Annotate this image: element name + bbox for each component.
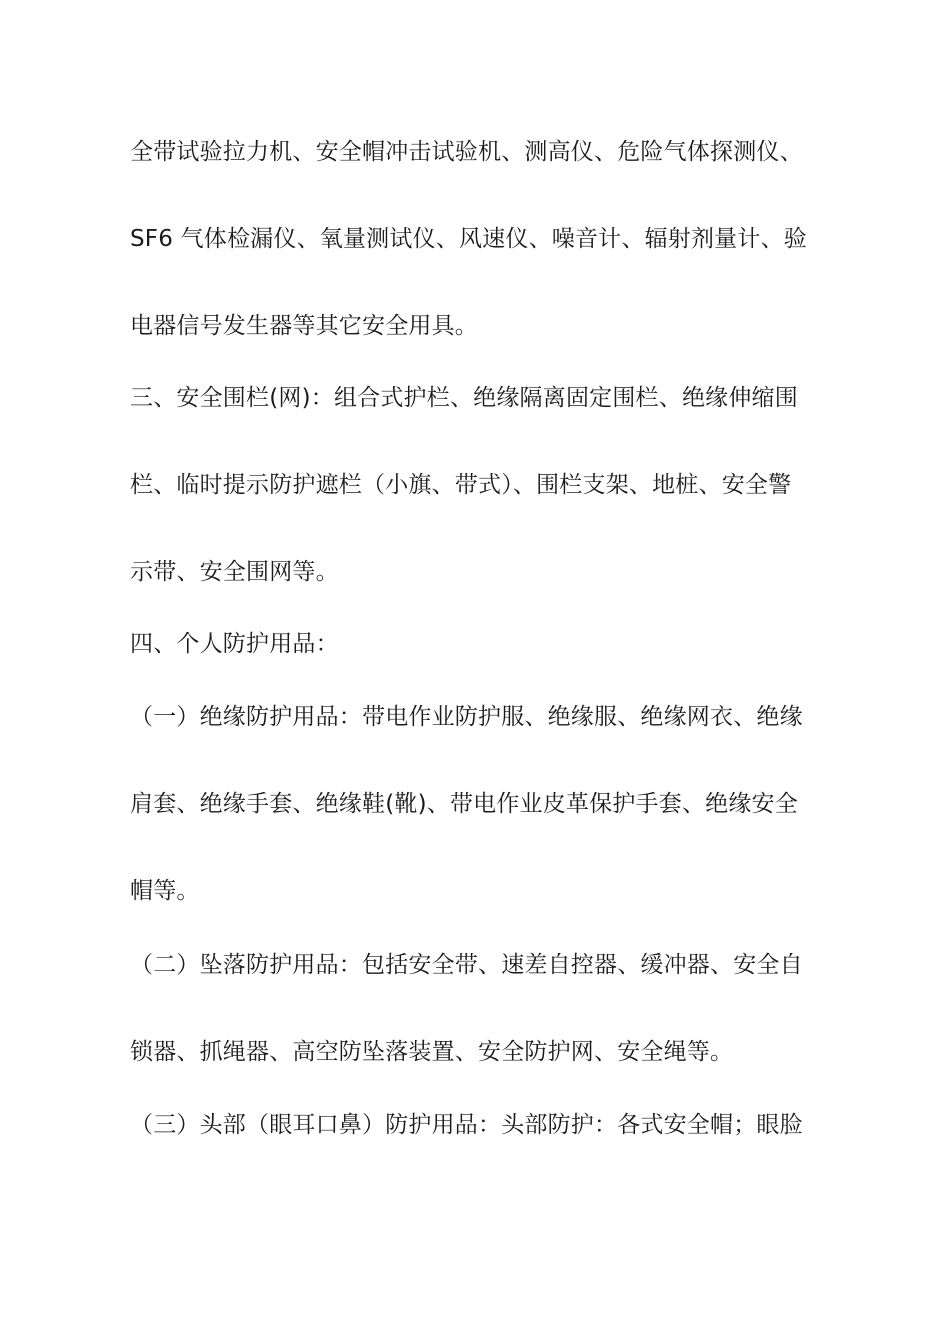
text-line: 示带、安全围网等。: [130, 559, 339, 585]
text-line: （一）绝缘防护用品：带电作业防护服、绝缘服、绝缘网衣、绝缘: [130, 704, 803, 730]
text-line: 全带试验拉力机、安全帽冲击试验机、测高仪、危险气体探测仪、: [130, 139, 803, 165]
text-line: （二）坠落防护用品：包括安全带、速差自控器、缓冲器、安全自: [130, 952, 803, 978]
text-line: 帽等。: [130, 878, 200, 904]
text-line: 栏、临时提示防护遮栏（小旗、带式）、围栏支架、地桩、安全警: [130, 472, 792, 498]
text-line: 三、安全围栏(网)：组合式护栏、绝缘隔离固定围栏、绝缘伸缩围: [130, 385, 798, 411]
text-line: 锁器、抓绳器、高空防坠落装置、安全防护网、安全绳等。: [130, 1039, 734, 1065]
text-line: 电器信号发生器等其它安全用具。: [130, 313, 478, 339]
text-line: （三）头部（眼耳口鼻）防护用品：头部防护：各式安全帽；眼脸: [130, 1112, 803, 1138]
section-heading: 四、个人防护用品：: [130, 631, 339, 657]
text-line: SF6 气体检漏仪、氧量测试仪、风速仪、噪音计、辐射剂量计、验: [130, 226, 807, 252]
text-line: 肩套、绝缘手套、绝缘鞋(靴)、带电作业皮革保护手套、绝缘安全: [130, 791, 798, 817]
